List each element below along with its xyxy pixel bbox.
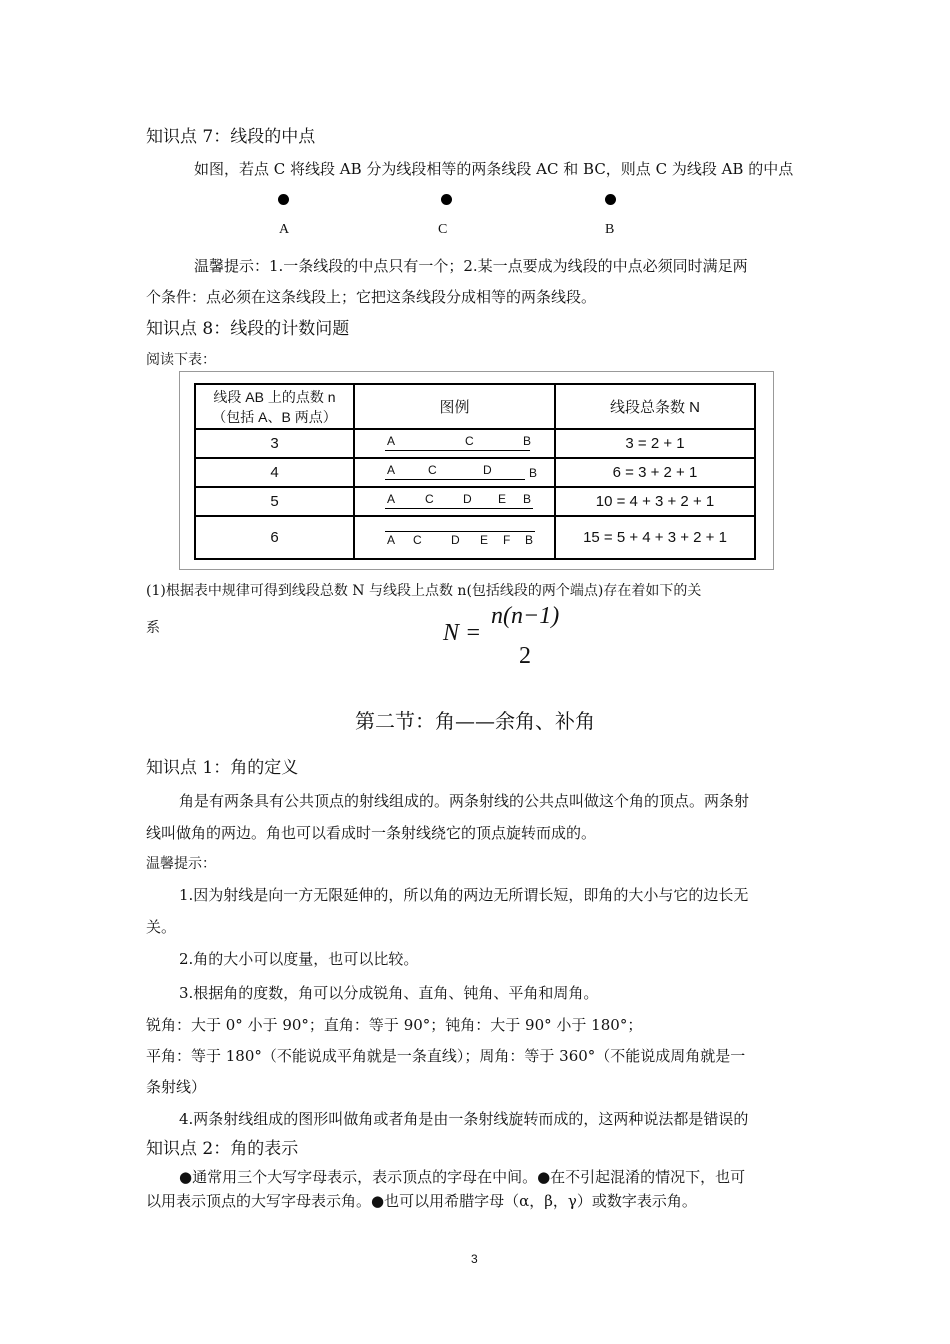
seg-label: B	[523, 491, 532, 506]
cell-n: 5	[195, 487, 354, 516]
header-points-line1: 线段 AB 上的点数 n	[213, 388, 336, 405]
point-c-label: C	[438, 222, 448, 237]
table-row	[195, 429, 755, 458]
seg-label: B	[529, 465, 538, 480]
formula-denominator: 2	[519, 643, 531, 669]
seg-label: C	[428, 462, 437, 477]
kp1-title: 知识点 1：角的定义	[146, 758, 299, 778]
kp1-straight-line1: 平角：等于 180°（不能说成平角就是一条直线）；周角：等于 360°（不能说成周角就是一	[146, 1047, 746, 1065]
header-points	[195, 384, 354, 429]
seg-label: D	[451, 532, 460, 547]
kp2-line1: ●通常用三个大写字母表示，表示顶点的字母在中间。●在不引起混淆的情况下，也可	[179, 1168, 746, 1186]
cell-n: 6	[195, 516, 354, 559]
segment-line	[385, 450, 530, 451]
seg-label: E	[498, 491, 507, 506]
cell-total: 10 = 4 + 3 + 2 + 1	[555, 487, 755, 516]
kp8-rule-line1: (1)根据表中规律可得到线段总数 N 与线段上点数 n(包括线段的两个端点)存在着如下的关	[146, 583, 702, 599]
seg-label: A	[387, 462, 396, 477]
kp1-tip2: 2.角的大小可以度量，也可以比较。	[179, 950, 419, 968]
kp8-title: 知识点 8：线段的计数问题	[146, 319, 350, 339]
point-a-dot	[278, 194, 289, 205]
formula-lhs: N =	[443, 620, 482, 646]
segment-line	[385, 479, 525, 480]
kp8-rule-line2: 系	[146, 620, 160, 636]
kp7-title: 知识点 7：线段的中点	[146, 127, 316, 147]
seg-label: B	[525, 532, 534, 547]
point-c-dot	[441, 194, 452, 205]
point-b-label: B	[605, 222, 615, 237]
cell-figure	[354, 429, 555, 458]
seg-label: C	[413, 532, 422, 547]
table-row	[195, 487, 755, 516]
cell-n: 4	[195, 458, 354, 487]
kp1-tip1-line2: 关。	[146, 918, 177, 936]
kp1-def-line1: 角是有两条具有公共顶点的射线组成的。两条射线的公共点叫做这个角的顶点。两条射	[179, 792, 750, 810]
cell-n: 3	[195, 429, 354, 458]
seg-label: C	[425, 491, 434, 506]
seg-label: E	[480, 532, 489, 547]
kp1-acute: 锐角：大于 0° 小于 90°；直角：等于 90°；钝角：大于 90° 小于 180°；	[146, 1016, 643, 1034]
header-figure: 图例	[354, 384, 555, 429]
seg-label: C	[465, 433, 474, 448]
kp7-tip-line2: 个条件：点必须在这条线段上；它把这条线段分成相等的两条线段。	[146, 288, 597, 306]
kp1-straight-line2: 条射线）	[146, 1078, 207, 1096]
point-b-dot	[605, 194, 616, 205]
seg-label: B	[523, 433, 532, 448]
formula-numerator: n(n−1)	[491, 603, 560, 629]
cell-total: 6 = 3 + 2 + 1	[555, 458, 755, 487]
kp1-def-line2: 线叫做角的两边。角也可以看成时一条射线绕它的顶点旋转而成的。	[146, 824, 597, 842]
kp2-title: 知识点 2：角的表示	[146, 1139, 299, 1159]
seg-label: D	[463, 491, 472, 506]
segment-figure	[385, 492, 535, 512]
segment-line	[385, 531, 535, 532]
seg-label: A	[387, 491, 396, 506]
table-header-row	[195, 384, 755, 429]
cell-total: 15 = 5 + 4 + 3 + 2 + 1	[555, 516, 755, 559]
header-total: 线段总条数 N	[555, 384, 755, 429]
seg-label: A	[387, 532, 396, 547]
kp1-tip3: 3.根据角的度数，角可以分成锐角、直角、钝角、平角和周角。	[179, 984, 599, 1002]
kp2-line2: 以用表示顶点的大写字母表示角。●也可以用希腊字母（α，β，γ）或数字表示角。	[146, 1192, 697, 1210]
kp1-tip4: 4.两条射线组成的图形叫做角或者角是由一条射线旋转而成的，这两种说法都是错误的	[179, 1110, 749, 1128]
seg-label: A	[387, 433, 396, 448]
section-title: 第二节：角——余角、补角	[355, 709, 595, 733]
table-row	[195, 516, 755, 559]
cell-figure	[354, 458, 555, 487]
header-points-line2: （包括 A、B 两点）	[212, 408, 337, 425]
segment-figure	[385, 462, 538, 483]
kp7-tip-line1: 温馨提示：1.一条线段的中点只有一个；2.某一点要成为线段的中点必须同时满足两	[194, 257, 748, 275]
cell-figure	[354, 516, 555, 559]
point-a-label: A	[279, 222, 290, 237]
segment-line	[385, 508, 533, 509]
kp1-tip-title: 温馨提示：	[146, 856, 216, 872]
segment-figure	[385, 434, 535, 454]
cell-figure	[354, 487, 555, 516]
cell-total: 3 = 2 + 1	[555, 429, 755, 458]
kp1-tip1-line1: 1.因为射线是向一方无限延伸的，所以角的两边无所谓长短，即角的大小与它的边长无	[179, 886, 749, 904]
segment-count-table	[194, 383, 756, 560]
segment-figure	[385, 533, 535, 553]
table-row	[195, 458, 755, 487]
kp7-desc: 如图，若点 C 将线段 AB 分为线段相等的两条线段 AC 和 BC，则点 C 为线段 AB 的中点	[194, 160, 794, 178]
kp8-read: 阅读下表：	[146, 352, 216, 368]
seg-label: D	[483, 462, 492, 477]
seg-label: F	[503, 532, 511, 547]
page-number: 3	[471, 1252, 478, 1266]
